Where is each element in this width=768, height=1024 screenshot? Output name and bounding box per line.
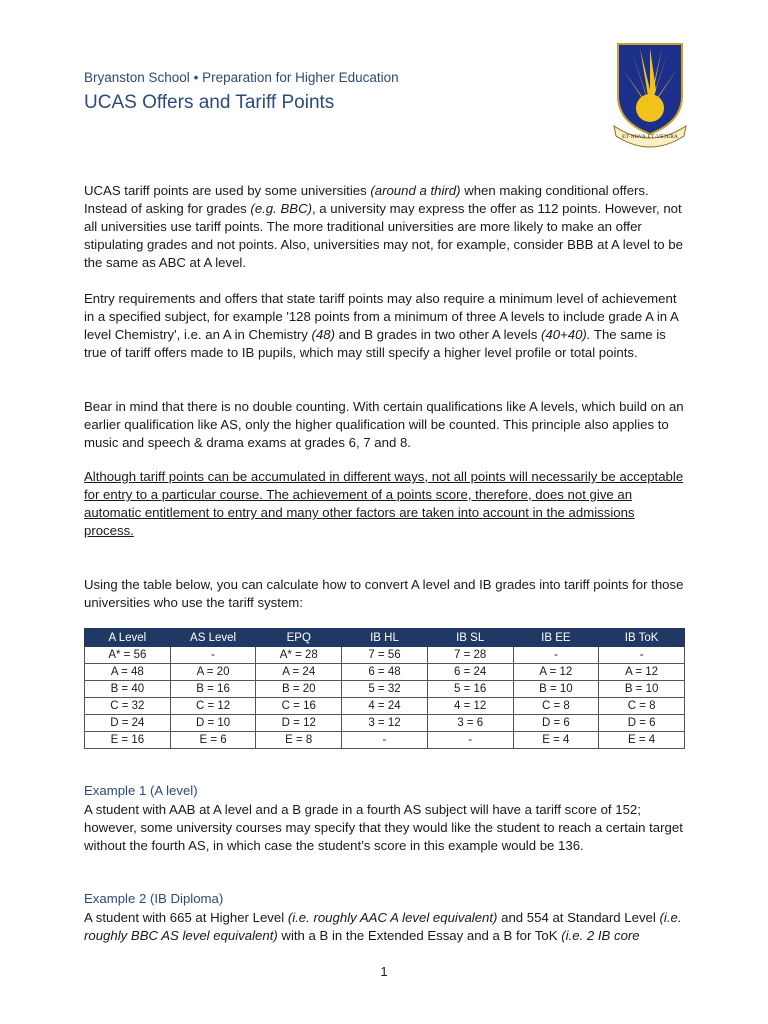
table-cell: 3 = 12 — [342, 715, 428, 732]
table-cell: 4 = 12 — [427, 698, 513, 715]
paragraph-points-caveat: Although tariff points can be accumulated in different ways, not all points will necessarily be acceptable for entry to a particular course. The achievement of a points score, therefore, does not give an automatic entitlement to entry and many other factors are taken into account in the admissions process. — [84, 469, 684, 538]
example-1-text: A student with AAB at A level and a B grade in a fourth AS subject will have a tariff score of 152; however, some university courses may specify that they would like the student to reach a certain target without the fourth AS, in which case the student’s score in this example would be 136. — [84, 802, 683, 853]
table-row — [85, 715, 685, 732]
column-header: EPQ — [256, 629, 342, 647]
para2-italic-1: (48) — [311, 327, 335, 342]
table-row — [85, 664, 685, 681]
table-cell: 4 = 24 — [342, 698, 428, 715]
page-title: UCAS Offers and Tariff Points — [84, 92, 335, 113]
para2-italic-2: (40+40). — [540, 327, 591, 342]
example2-text-3: with a B in the Extended Essay and a B for ToK — [277, 928, 562, 943]
table-row — [85, 647, 685, 664]
table-cell: D = 10 — [170, 715, 256, 732]
page-header — [84, 68, 399, 116]
table-cell: A = 24 — [256, 664, 342, 681]
table-cell: B = 16 — [170, 681, 256, 698]
table-cell: - — [170, 647, 256, 664]
para1-text-2: when making conditional offers. Instead of asking for grades — [84, 183, 649, 216]
table-row — [85, 732, 685, 749]
table-cell: 5 = 16 — [427, 681, 513, 698]
table-cell: E = 6 — [170, 732, 256, 749]
example2-text-1: A student with 665 at Higher Level — [84, 910, 288, 925]
table-cell: D = 6 — [599, 715, 685, 732]
school-line — [84, 68, 399, 88]
table-cell: B = 40 — [85, 681, 171, 698]
para1-text-3: , a university may express the offer as 112 points. However, not all universities use tariff points. The more traditional universities are more likely to make an offer stipulating grades and not points. Also, universities may not, for example, consider BBB at A level to be the same as ABC at A level. — [84, 201, 683, 270]
column-header: IB SL — [427, 629, 513, 647]
column-header: IB EE — [513, 629, 599, 647]
table-cell: - — [599, 647, 685, 664]
para1-italic-2: (e.g. BBC) — [250, 201, 312, 216]
column-header: IB ToK — [599, 629, 685, 647]
paragraph-table-intro: Using the table below, you can calculate how to convert A level and IB grades into tariff points for those universities who use the tariff system: — [84, 577, 684, 610]
table-cell: 7 = 56 — [342, 647, 428, 664]
table-cell: 3 = 6 — [427, 715, 513, 732]
example2-italic-2: (i.e. roughly BBC AS level equivalent) — [84, 910, 682, 943]
section-name: Preparation for Higher Education — [202, 70, 399, 85]
table-cell: 6 = 48 — [342, 664, 428, 681]
table-row — [85, 698, 685, 715]
column-header: IB HL — [342, 629, 428, 647]
svg-text:ET·NOVA·ET·VETERA: ET·NOVA·ET·VETERA — [622, 134, 678, 140]
paragraph-tariff-intro — [84, 182, 684, 272]
table-cell: 7 = 28 — [427, 647, 513, 664]
tariff-points-table — [84, 628, 685, 749]
example-2-text — [84, 909, 684, 945]
para2-text-2: and B grades in two other A levels — [334, 327, 541, 342]
example2-text-2: and 554 at Standard Level — [497, 910, 660, 925]
table-cell: 6 = 24 — [427, 664, 513, 681]
table-cell: D = 24 — [85, 715, 171, 732]
table-cell: C = 16 — [256, 698, 342, 715]
example2-italic-1: (i.e. roughly AAC A level equivalent) — [287, 910, 498, 925]
paragraph-entry-requirements — [84, 290, 684, 362]
table-header-row — [85, 629, 685, 647]
table-cell: D = 12 — [256, 715, 342, 732]
table-cell: C = 12 — [170, 698, 256, 715]
para2-text-3: The same is true of tariff offers made to IB pupils, which may still specify a higher level profile or total points. — [84, 327, 666, 360]
table-cell: A = 12 — [513, 664, 599, 681]
para2-text-1: Entry requirements and offers that state tariff points may also require a minimum level of achievement in a specified subject, for example '128 points from a minimum of three A levels to include grade A in A level Chemistry', i.e. an A in Chemistry — [84, 291, 679, 342]
table-cell: E = 16 — [85, 732, 171, 749]
school-name: Bryanston School — [84, 70, 190, 85]
table-cell: E = 8 — [256, 732, 342, 749]
table-row — [85, 681, 685, 698]
table-cell: C = 8 — [513, 698, 599, 715]
column-header: AS Level — [170, 629, 256, 647]
table-cell: A = 48 — [85, 664, 171, 681]
paragraph-double-counting: Bear in mind that there is no double counting. With certain qualifications like A levels, which build on an earlier qualification like AS, only the higher qualification will be counted. This principle also applies to music and speech & drama exams at grades 6, 7 and 8. — [84, 399, 684, 450]
table-cell: E = 4 — [599, 732, 685, 749]
table-cell: A* = 56 — [85, 647, 171, 664]
para1-text-1: UCAS tariff points are used by some universities — [84, 183, 371, 198]
table-cell: A* = 28 — [256, 647, 342, 664]
page-number: 1 — [380, 964, 388, 979]
table-cell: C = 32 — [85, 698, 171, 715]
example-1-heading: Example 1 (A level) — [84, 783, 198, 798]
table-cell: 5 = 32 — [342, 681, 428, 698]
table-cell: - — [513, 647, 599, 664]
table-cell: - — [427, 732, 513, 749]
separator-bullet: • — [193, 70, 199, 85]
table-cell: E = 4 — [513, 732, 599, 749]
school-crest-logo — [610, 38, 690, 150]
table-cell: C = 8 — [599, 698, 685, 715]
table-cell: A = 20 — [170, 664, 256, 681]
example2-italic-3: (i.e. 2 IB core — [561, 928, 640, 943]
example-2-heading: Example 2 (IB Diploma) — [84, 891, 224, 906]
para1-italic-1: (around a third) — [370, 183, 461, 198]
table-cell: D = 6 — [513, 715, 599, 732]
table-cell: - — [342, 732, 428, 749]
table-cell: B = 10 — [513, 681, 599, 698]
column-header: A Level — [85, 629, 171, 647]
table-cell: B = 10 — [599, 681, 685, 698]
table-cell: A = 12 — [599, 664, 685, 681]
table-cell: B = 20 — [256, 681, 342, 698]
